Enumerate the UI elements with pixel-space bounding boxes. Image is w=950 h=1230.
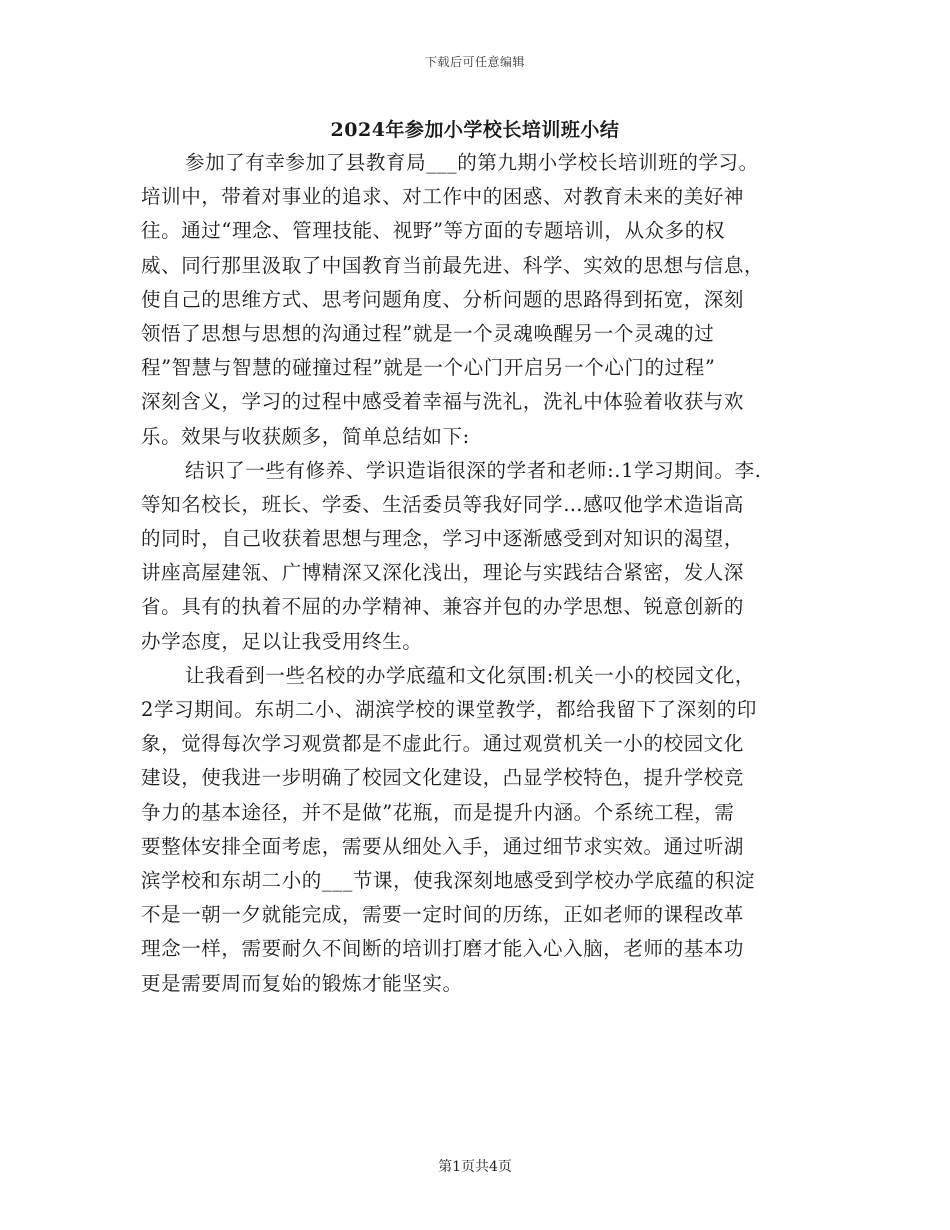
text-line: 2学习期间。东胡二小、湖滨学校的课堂教学，都给我留下了深刻的印	[141, 698, 758, 721]
text-line: 建设，使我进一步明确了校园文化建设，凸显学校特色，提升学校竞	[141, 766, 745, 790]
text-line: 要整体安排全面考虑，需要从细处入手，通过细节求实效。通过听湖	[141, 834, 745, 858]
text-line: 参加了有幸参加了县教育局___的第九期小学校长培训班的学习。	[185, 151, 759, 174]
text-line: 往。通过“理念、管理技能、视野”等方面的专题培训，从众多的权	[141, 219, 725, 243]
header-note: 下载后可任意编辑	[424, 55, 525, 69]
text-line: 滨学校和东胡二小的___节课，使我深刻地感受到学校办学底蕴的积淀	[141, 868, 755, 892]
text-line: 等知名校长，班长、学委、生活委员等我好同学…感叹他学术造诣高	[141, 492, 745, 516]
text-line: 的同时，自己收获着思想与理念，学习中逐渐感受到对知识的渴望，	[141, 527, 745, 551]
text-line: 结识了一些有修养、学识造诣很深的学者和老师:.1学习期间。李.	[185, 458, 762, 482]
text-line: 让我看到一些名校的办学底蕴和文化氛围:机关一小的校园文化，	[185, 663, 755, 687]
text-line: 威、同行那里汲取了中国教育当前最先进、科学、实效的思想与信息，	[141, 253, 765, 277]
page-number: 第1页共4页	[438, 1159, 512, 1175]
text-line: 程”智慧与智慧的碰撞过程”就是一个心门开启另一个心门的过程”	[141, 356, 716, 380]
text-line: 使自己的思维方式、思考问题角度、分析问题的思路得到拓宽，深刻	[141, 287, 745, 311]
text-line: 省。具有的执着不屈的办学精神、兼容并包的办学思想、锐意创新的	[141, 595, 745, 619]
text-line: 理念一样，需要耐久不间断的培训打磨才能入心入脑，老师的基本功	[141, 937, 745, 961]
text-line: 不是一朝一夕就能完成，需要一定时间的历练，正如老师的课程改革	[141, 903, 745, 927]
text-line: 象，觉得每次学习观赏都是不虚此行。通过观赏机关一小的校园文化	[141, 732, 745, 756]
document-body	[141, 146, 821, 1001]
document-title: 2024年参加小学校长培训班小结	[330, 119, 620, 141]
text-line: 争力的基本途径，并不是做”花瓶，而是提升内涵。个系统工程，需	[141, 800, 735, 824]
text-line: 讲座高屋建瓴、广博精深又深化浅出，理论与实践结合紧密，发人深	[141, 561, 745, 585]
text-line: 培训中，带着对事业的追求、对工作中的困惑、对教育未来的美好神	[141, 185, 745, 209]
text-line: 办学态度，足以让我受用终生。	[141, 629, 423, 653]
text-line: 乐。效果与收获颇多，简单总结如下:	[141, 424, 470, 448]
text-line: 领悟了思想与思想的沟通过程”就是一个灵魂唤醒另一个灵魂的过	[141, 321, 715, 345]
text-line: 深刻含义，学习的过程中感受着幸福与洗礼，洗礼中体验着收获与欢	[141, 390, 745, 414]
text-line: 更是需要周而复始的锻炼才能坚实。	[141, 971, 463, 995]
